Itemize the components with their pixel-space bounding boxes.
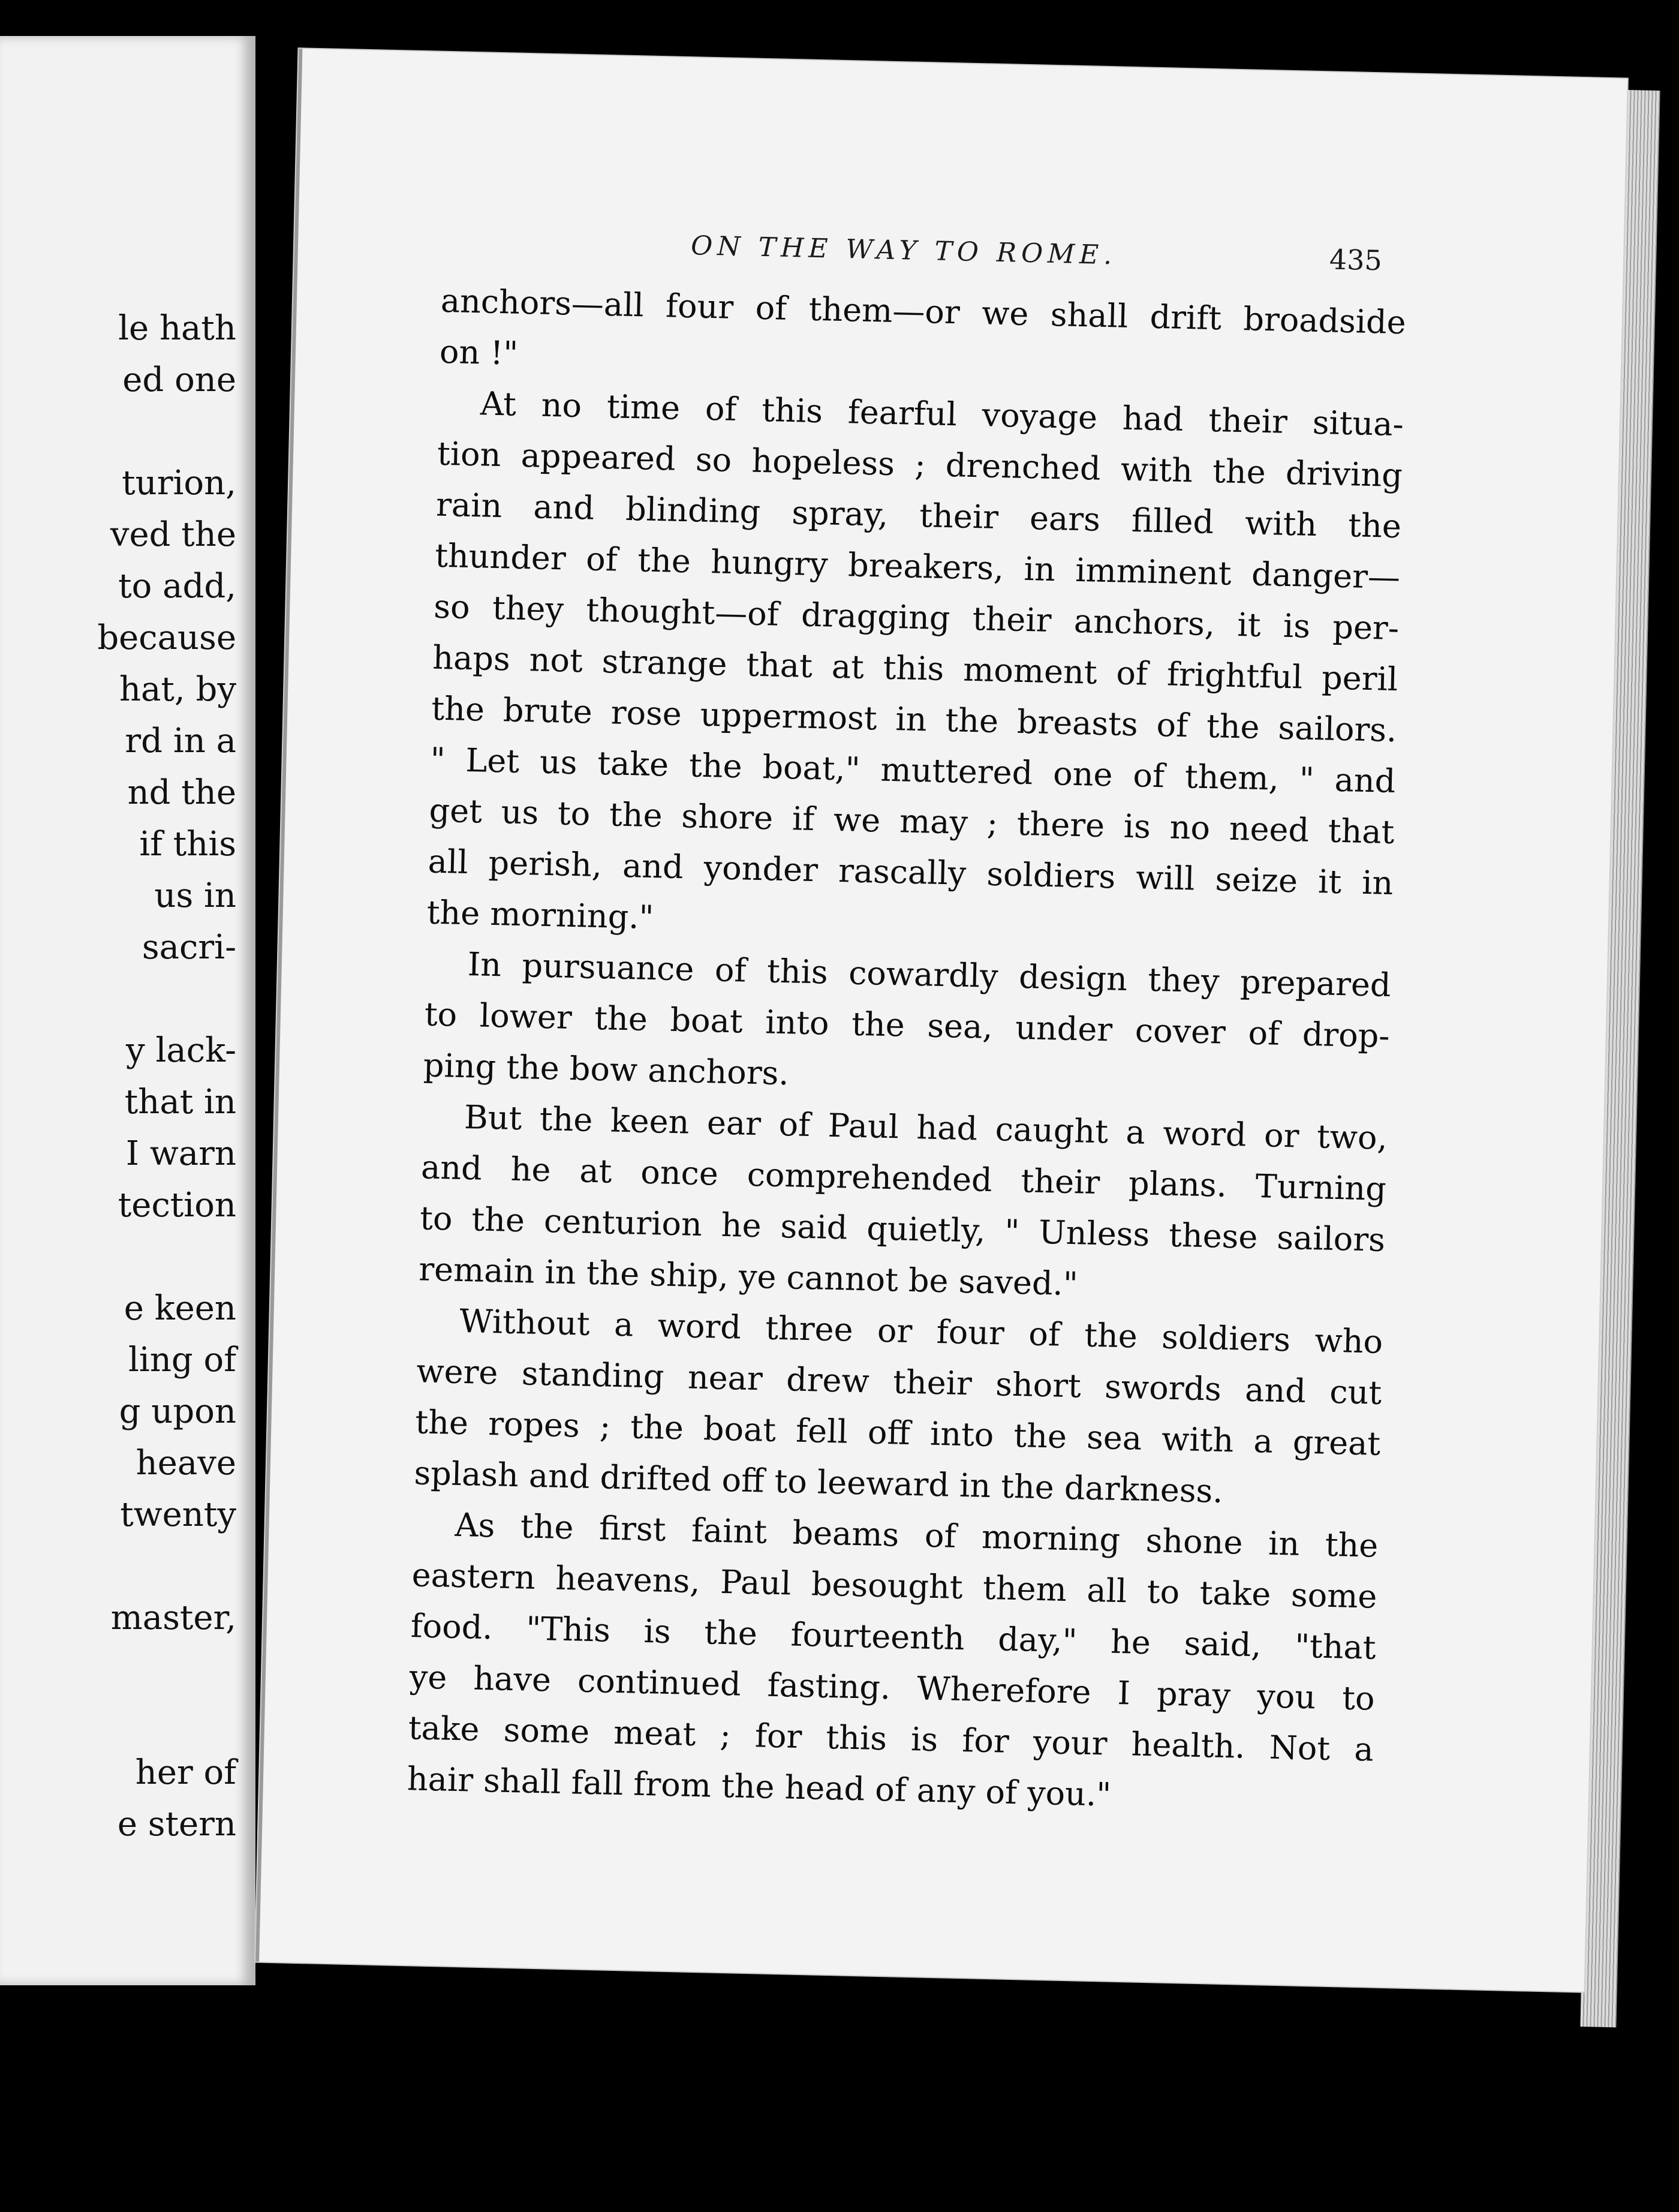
text-line: rain and blinding spray, their ears filled with the [435,485,1402,546]
left-page-line [0,1644,236,1696]
text-line: Without a word three or four of the soldiers who [459,1302,1383,1361]
text-line: In pursuance of this cowardly design they prepared [467,945,1392,1004]
text-line: At no time of this fearful voyage had their situa- [480,384,1404,444]
left-page-line: us in [154,876,236,915]
text-line: splash and drifted off to leeward in the darkness. [413,1454,1224,1510]
text-line: the morning." [426,893,655,937]
left-page-line: y lack- [126,1031,236,1070]
text-line: But the keen ear of Paul had caught a word or two, [464,1098,1388,1157]
text-line: anchors—all four of them—or we shall drift broadside [440,281,1407,342]
left-page-line: le hath [118,309,236,348]
left-page-line: if this [139,825,236,864]
left-page-line: ed one [122,360,236,399]
text-line: the ropes ; the boat fell off into the sea with a great [414,1403,1381,1463]
text-line: thunder of the hungry breakers, in imminent danger— [434,536,1401,597]
text-line: food. "This is the fourteenth day," he said, "that [410,1607,1377,1667]
text-line: ping the bow anchors. [423,1046,790,1093]
left-page-line: g upon [119,1392,236,1431]
left-page-line: her of [135,1753,236,1792]
left-page-line: master, [110,1598,236,1637]
text-line: remain in the ship, ye cannot be saved." [418,1250,1079,1303]
right-page [255,49,1627,1991]
left-page-line: ling of [128,1341,236,1380]
text-line: to the centurion he said quietly, " Unless these sailors [419,1199,1386,1259]
left-page-line: I warn [125,1134,236,1173]
left-page-line: that in [124,1083,236,1122]
text-line: get us to the shore if we may ; there is no need that [429,791,1395,852]
left-page-line: e stern [117,1805,236,1844]
left-page-line: because [97,618,236,657]
text-line: hair shall fall from the head of any of you." [407,1760,1112,1814]
running-head: ON THE WAY TO ROME. [690,230,1117,271]
left-page-line: rd in a [125,722,236,761]
text-line: all perish, and yonder rascally soldiers will seize it in [428,842,1394,903]
left-page-line [0,1541,236,1592]
text-line: tion appeared so hopeless ; drenched with the driving [437,434,1403,495]
text-line: eastern heavens, Paul besought them all to take some [411,1556,1378,1616]
text-line: so they thought—of dragging their anchors, it is per- [433,587,1400,648]
text-line: ye have continued fasting. Wherefore I pray you to [409,1658,1376,1718]
text-line: were standing near drew their short swords and cut [416,1352,1382,1412]
left-page-line: hat, by [119,670,236,709]
left-page-line: ved the [110,515,236,554]
left-page-line: e keen [124,1289,236,1328]
text-line: the brute rose uppermost in the breasts of the sailors. [431,689,1397,750]
text-line: to lower the boat into the sea, under cover of drop- [424,995,1391,1055]
left-page-line [0,973,236,1025]
text-line: on !" [439,332,519,372]
body-text [407,275,1406,1826]
left-page-line [0,1231,236,1283]
text-line: As the first faint beams of morning shone in the [454,1505,1379,1565]
left-page [0,36,255,1985]
text-line: take some meat ; for this is for your health. Not a [408,1709,1374,1769]
left-page-line: turion, [122,464,236,503]
left-page-line: nd the [127,773,236,812]
left-page-line: twenty [120,1495,236,1534]
text-line: and he at once comprehended their plans. Turning [420,1148,1387,1208]
left-page-line: sacri- [142,928,236,967]
left-page-line: to add, [118,567,236,606]
left-page-line: heave [136,1444,236,1483]
page-number: 435 [1329,243,1383,277]
left-page-text [0,303,236,1850]
left-page-line: tection [118,1186,236,1225]
text-line: " Let us take the boat," muttered one of them, " and [429,740,1396,801]
left-page-line [0,406,236,458]
left-page-line [0,1696,236,1747]
text-line: haps not strange that at this moment of frightful peril [432,638,1398,699]
